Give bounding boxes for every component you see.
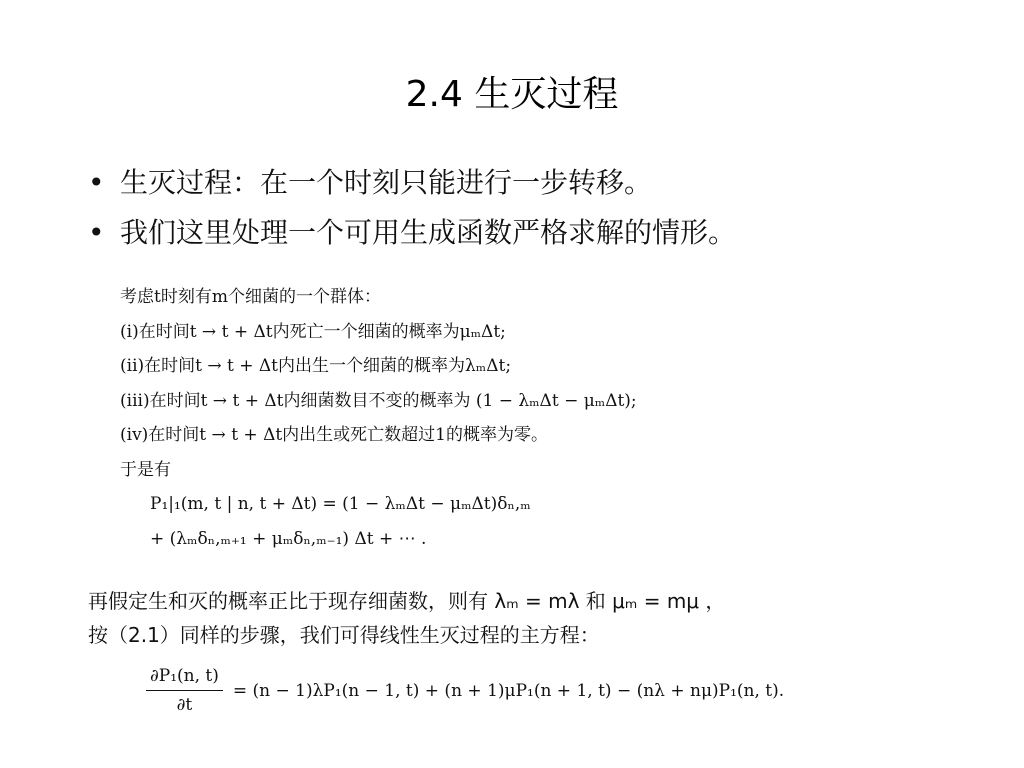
bullet-text: 我们这里处理一个可用生成函数严格求解的情形。: [120, 216, 737, 249]
case-iv: (iv)在时间t → t + Δt内出生或死亡数超过1的概率为零。: [120, 425, 548, 445]
paragraph-line-2: 按（2.1）同样的步骤，我们可得线性生灭过程的主方程：: [88, 623, 600, 647]
equation-line-2: + (λₘδₙ,ₘ₊₁ + μₘδₙ,ₘ₋₁) Δt + ⋯ .: [150, 528, 427, 549]
equation-line-1: P₁|₁(m, t | n, t + Δt) = (1 − λₘΔt − μₘΔt)δₙ,ₘ: [150, 494, 531, 514]
case-iii: (iii)在时间t → t + Δt内细菌数目不变的概率为 (1 − λₘΔt − μₘΔt);: [120, 390, 637, 411]
bullet-text: 生灭过程：在一个时刻只能进行一步转移。: [120, 166, 653, 199]
bullet-dot: •: [88, 216, 105, 249]
slide-title: 2.4 生灭过程: [405, 74, 619, 115]
paragraph: [88, 584, 988, 652]
case-i: (i)在时间t → t + Δt内死亡一个细菌的概率为μₘΔt;: [120, 321, 506, 342]
paragraph-line-1: 再假定生和灭的概率正比于现存细菌数，则有 λₘ = mλ 和 μₘ = mμ ，: [88, 589, 726, 613]
intro-line: 考虑t时刻有m个细菌的一个群体：: [120, 287, 381, 307]
bullet-item: [88, 158, 988, 208]
bullet-dot: •: [88, 166, 105, 199]
master-equation: [146, 666, 784, 715]
fraction-denominator: ∂t: [176, 695, 193, 715]
derivative-fraction: [146, 666, 223, 715]
equation-rhs: = (n − 1)λP₁(n − 1, t) + (n + 1)μP₁(n + 1, t) − (nλ + nμ)P₁(n, t).: [232, 680, 785, 701]
derivation-block: [120, 280, 980, 556]
bullet-item: [88, 208, 988, 258]
hence-line: 于是有: [120, 459, 171, 480]
fraction-numerator: ∂P₁(n, t): [146, 666, 223, 691]
bullet-list: [88, 158, 988, 258]
case-ii: (ii)在时间t → t + Δt内出生一个细菌的概率为λₘΔt;: [120, 356, 512, 376]
